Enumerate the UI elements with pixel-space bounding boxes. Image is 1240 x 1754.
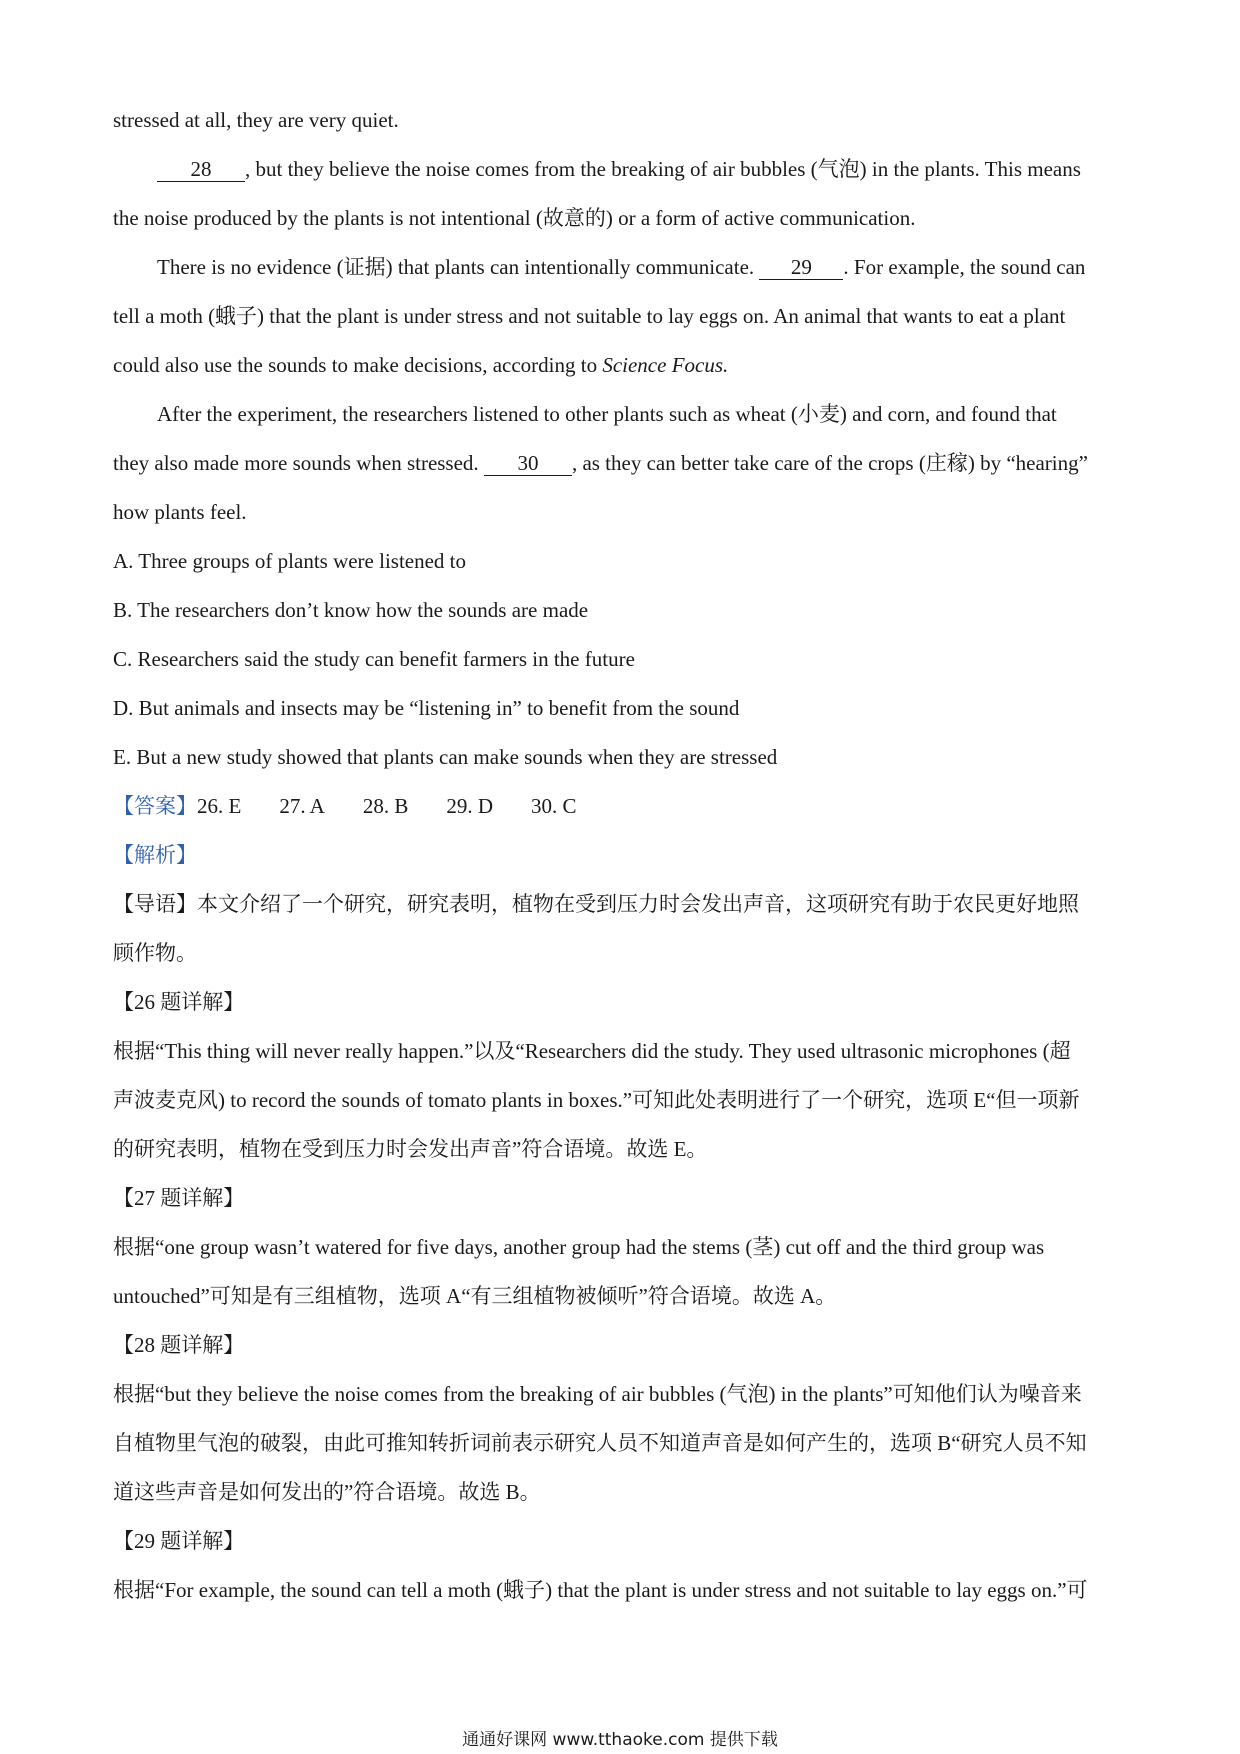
option-d: D. But animals and insects may be “listening in” to benefit from the sound <box>113 696 740 720</box>
source-title: Science Focus. <box>602 353 729 377</box>
q28-line: 根据“but they believe the noise comes from the breaking of air bubbles (气泡) in the plants”可知他们认为噪音来 <box>113 1382 1082 1406</box>
q28-line: 道这些声音是如何发出的”符合语境。故选 B。 <box>113 1480 541 1504</box>
page-footer: 通通好课网 www.tthaoke.com 提供下载 <box>462 1730 778 1750</box>
passage-line: they also made more sounds when stressed. 30 , as they can better take care of the crops (庄稼) by “hearing” <box>113 451 1088 475</box>
blank-30: 30 <box>484 451 572 476</box>
answer-line <box>113 782 1133 831</box>
answer-label: 【答案】 <box>113 794 197 818</box>
q26-heading: 【26 题详解】 <box>113 990 245 1014</box>
q29-heading: 【29 题详解】 <box>113 1529 245 1553</box>
q26-line: 的研究表明，植物在受到压力时会发出声音”符合语境。故选 E。 <box>113 1137 708 1161</box>
answer-item: 28. B <box>362 794 409 818</box>
q28-line: 自植物里气泡的破裂，由此可推知转折词前表示研究人员不知道声音是如何产生的，选项 B“研究人员不知 <box>113 1431 1087 1455</box>
option-b: B. The researchers don’t know how the sounds are made <box>113 598 589 622</box>
q29-line: 根据“For example, the sound can tell a moth (蛾子) that the plant is under stress and not suitable to lay eggs on.”可 <box>113 1578 1088 1602</box>
passage-line: There is no evidence (证据) that plants can intentionally communicate. 29 . For example, the sound can <box>157 255 1086 279</box>
passage-line: 28 , but they believe the noise comes from the breaking of air bubbles (气泡) in the plants. This means <box>113 145 1133 194</box>
answer-item: 27. A <box>279 794 325 818</box>
passage-line: stressed at all, they are very quiet. <box>113 108 399 132</box>
q26-line: 声波麦克风) to record the sounds of tomato plants in boxes.”可知此处表明进行了一个研究，选项 E“但一项新 <box>113 1088 1080 1112</box>
passage-line: how plants feel. <box>113 500 247 524</box>
passage-line: After the experiment, the researchers listened to other plants such as wheat (小麦) and corn, and found that <box>157 402 1057 426</box>
analysis-label: 【解析】 <box>113 843 197 867</box>
q27-line: 根据“one group wasn’t watered for five days, another group had the stems (茎) cut off and the third group was <box>113 1235 1045 1259</box>
q27-line: untouched”可知是有三组植物，选项 A“有三组植物被倾听”符合语境。故选 A。 <box>113 1284 837 1308</box>
answer-item: 26. E <box>197 794 242 818</box>
q28-heading: 【28 题详解】 <box>113 1333 245 1357</box>
guide-line: 顾作物。 <box>113 941 197 965</box>
passage-line: could also use the sounds to make decisions, according to Science Focus. <box>113 353 729 377</box>
option-c: C. Researchers said the study can benefit farmers in the future <box>113 647 635 671</box>
q26-line: 根据“This thing will never really happen.”以及“Researchers did the study. They used ultrasonic microphones (超 <box>113 1039 1071 1063</box>
option-e: E. But a new study showed that plants can make sounds when they are stressed <box>113 745 778 769</box>
blank-29: 29 <box>759 255 843 280</box>
document-page <box>113 96 1133 1615</box>
passage-line: the noise produced by the plants is not intentional (故意的) or a form of active communication. <box>113 206 916 230</box>
option-a: A. Three groups of plants were listened to <box>113 549 467 573</box>
answer-item: 29. D <box>446 794 494 818</box>
guide-line: 【导语】本文介绍了一个研究，研究表明，植物在受到压力时会发出声音，这项研究有助于农民更好地照 <box>113 892 1079 916</box>
passage-line: tell a moth (蛾子) that the plant is under stress and not suitable to lay eggs on. An animal that wants to eat a plant <box>113 304 1066 328</box>
blank-28: 28 <box>157 157 245 182</box>
q27-heading: 【27 题详解】 <box>113 1186 245 1210</box>
answer-item: 30. C <box>531 794 577 818</box>
